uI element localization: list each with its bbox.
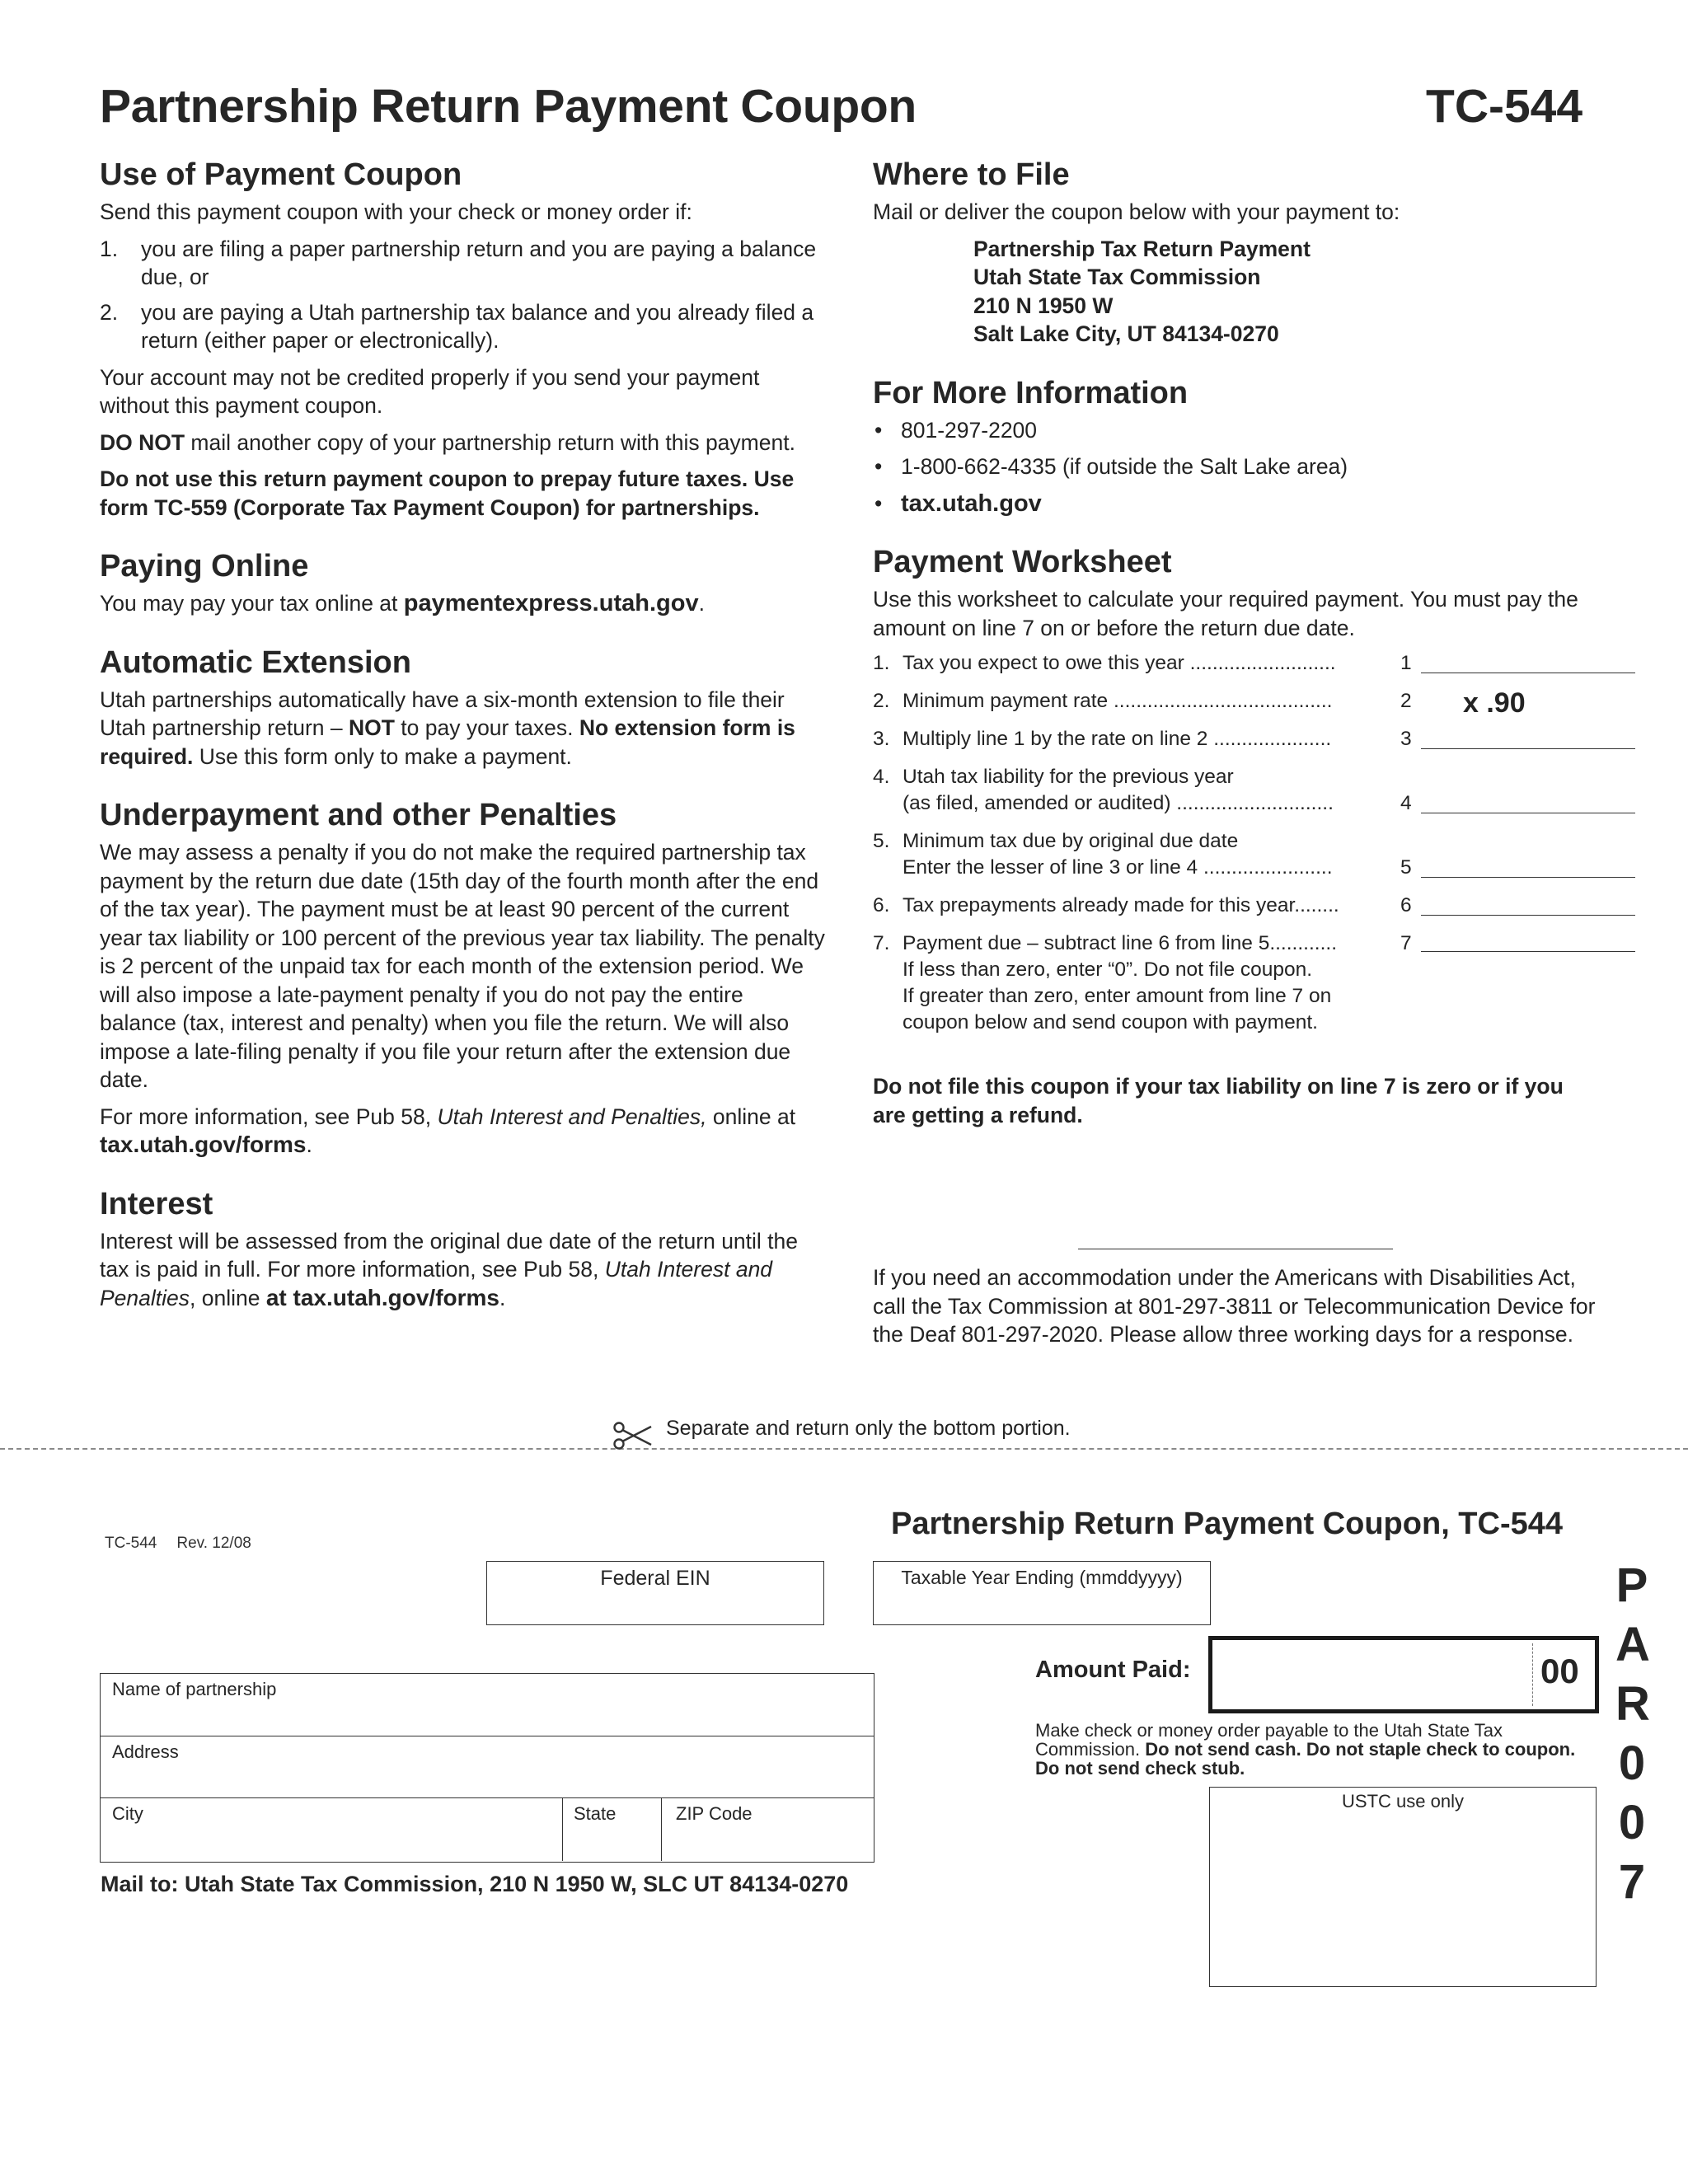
coupon-form-code: TC-544 [105,1535,157,1552]
address-label: Address [112,1741,179,1762]
divider [661,1797,662,1861]
line-number: 7. [873,932,890,954]
line-6-amount-field[interactable] [1421,914,1635,916]
amount-cents: 00 [1540,1652,1579,1690]
list-item [100,235,825,292]
federal-ein-label: Federal EIN [600,1567,710,1590]
list-item-text: you are paying a Utah partnership tax balance and you already filed a return (either paper or electronically). [141,299,814,353]
state-label: State [574,1803,617,1824]
worksheet-line-2 [873,687,1598,719]
payable-note [1035,1721,1604,1778]
auto-extension-section [100,644,825,771]
do-not-file-note: Do not file this coupon if your tax liability on line 7 is zero or if you are getting a refund. [873,1074,1564,1127]
penalties-section [100,797,825,1160]
use-of-coupon-intro: Send this payment coupon with your check or money order if: [100,199,692,224]
paying-online-heading: Paying Online [100,549,309,583]
line-5-amount-field[interactable] [1421,876,1635,878]
payable-warning: Do not send cash. Do not staple check to coupon. Do not send check stub. [1035,1739,1576,1779]
line-ref: 5 [1400,856,1412,879]
list-item [100,298,825,355]
auto-extension-text-3: Use this form only to make a payment. [193,743,572,769]
do-not-mail-note [100,429,825,457]
divider [562,1797,563,1861]
credit-note: Your account may not be credited properly if you send your payment without this payment coupon. [100,364,760,418]
line-number: 6. [873,894,890,916]
line-1-amount-field[interactable] [1421,672,1635,673]
payable-text: Make check or money order payable to the Utah State Tax Commission. [1035,1720,1503,1760]
do-not-emphasis: DO NOT [100,429,185,455]
where-to-file-heading: Where to File [873,157,1070,192]
line-label-cont: coupon below and send coupon with payment. [903,1011,1318,1033]
penalties-more-info [100,1103,825,1160]
line-label: Minimum tax due by original due date [903,830,1239,852]
line-number: 5. [873,830,890,852]
line-label: Tax prepayments already made for this year........ [903,894,1339,916]
more-info-section [873,375,1598,518]
left-column [100,157,825,1338]
worksheet-heading: Payment Worksheet [873,545,1172,579]
right-column [873,157,1598,1155]
mail-to-address: Mail to: Utah State Tax Commission, 210 N 1950 W, SLC UT 84134-0270 [101,1872,849,1896]
interest-text-1: Interest will be assessed from the original due date of the return until the tax is paid in full. For more information, see Pub 58, [100,1228,799,1282]
pub-58-title: Utah Interest and Penalties, [437,1104,707,1129]
state-field[interactable] [564,1798,661,1861]
line-label: Multiply line 1 by the rate on line 2 ..................... [903,728,1332,750]
interest-heading: Interest [100,1186,213,1221]
line-ref: 7 [1400,932,1412,954]
ustc-use-only-box [1209,1787,1597,1987]
zip-label: ZIP Code [676,1803,753,1824]
use-of-coupon-section [100,157,825,522]
page-title: Partnership Return Payment Coupon [100,80,917,133]
ustc-label: USTC use only [1342,1791,1464,1811]
penalties-heading: Underpayment and other Penalties [100,798,617,832]
pub-58-title: Utah Interest and Penalties [100,1257,773,1310]
payment-express-link[interactable]: paymentexpress.utah.gov [403,590,699,616]
where-to-file-intro: Mail or deliver the coupon below with your payment to: [873,199,1400,224]
code-char: A [1615,1618,1650,1671]
prepay-warning: Do not use this return payment coupon to prepay future taxes. Use form TC-559 (Corporate Tax Payment Coupon) for partnerships. [100,466,795,520]
line-ref: 1 [1400,652,1412,674]
partnership-name-field[interactable] [101,1674,874,1736]
tax-website-link[interactable]: tax.utah.gov [901,490,1042,517]
scissors-icon [612,1419,654,1452]
worksheet-line-6 [873,893,1598,919]
line-4-amount-field[interactable] [1421,812,1635,813]
list-item-number: 2. [100,299,119,325]
cut-line [0,1448,1688,1450]
address-line: Partnership Tax Return Payment [973,236,1311,261]
address-line: 210 N 1950 W [973,293,1114,318]
auto-extension-heading: Automatic Extension [100,644,411,680]
line-number: 4. [873,766,890,788]
paying-online-text [100,589,825,618]
worksheet-lines [873,650,1598,1036]
bullet-icon: • [874,490,883,516]
address-field[interactable] [101,1736,874,1797]
worksheet-intro: Use this worksheet to calculate your required payment. You must pay the amount on line 7 on or before the return due date. [873,587,1578,640]
amount-paid-label: Amount Paid: [1035,1657,1191,1683]
form-revision [105,1535,271,1553]
worksheet-line-7 [873,930,1598,1036]
code-char: 0 [1618,1796,1646,1849]
line-label: Payment due – subtract line 6 from line 5............ [903,932,1338,954]
no-extension-emphasis: No extension form is required. [100,715,795,769]
code-char: 7 [1618,1855,1646,1909]
list-item-number: 1. [100,236,119,261]
tax-forms-link[interactable]: at tax.utah.gov/forms [265,1284,500,1310]
address-line: Salt Lake City, UT 84134-0270 [973,321,1279,346]
not-emphasis: NOT [348,715,395,740]
taxable-year-field[interactable] [873,1561,1211,1625]
amount-paid-field[interactable] [1208,1636,1599,1713]
interest-text [100,1227,825,1313]
paying-online-lead: You may pay your tax online at [100,591,404,616]
line-label-cont: (as filed, amended or audited) ............................ [903,792,1334,814]
auto-extension-text [100,686,825,771]
auto-extension-text-1: Utah partnerships automatically have a six-month extension to file their Utah partnership return – [100,687,785,740]
more-info-heading: For More Information [873,375,1189,410]
line-3-amount-field[interactable] [1421,748,1635,749]
line-label-cont: If less than zero, enter “0”. Do not file coupon. [903,958,1313,981]
interest-section [100,1186,825,1313]
penalties-more-3: . [306,1132,312,1157]
do-not-text: mail another copy of your partnership return with this payment. [185,429,795,455]
penalties-text: We may assess a penalty if you do not make the required partnership tax payment by the return due date (15th day of the fourth month after the end of the tax year). The payment must be at least 90 percent of the current year tax liability or 100 percent of the previous year tax liability. The penalty is 2 percent of the unpaid tax for each month of the extension period. We will also impose a late-payment penalty if you do not pay the entire balance (tax, interest and penalty) when you file the return. We will also impose a late-filing penalty if you file your return after the extension due date. [100,840,825,1092]
toll-free-number: 1-800-662-4335 (if outside the Salt Lake area) [901,454,1348,479]
list-item [873,416,1598,445]
tax-forms-link[interactable]: tax.utah.gov/forms [100,1132,307,1157]
partnership-name-label: Name of partnership [112,1679,277,1699]
line-ref: 2 [1400,690,1412,712]
city-label: City [112,1803,143,1824]
line-number: 3. [873,728,890,750]
cents-divider [1532,1643,1533,1706]
list-item [873,452,1598,481]
code-char: R [1615,1677,1650,1731]
bullet-icon: • [874,417,883,443]
penalties-more-1: For more information, see Pub 58, [100,1104,438,1129]
line-label-cont: If greater than zero, enter amount from line 7 on [903,985,1332,1007]
worksheet-line-5 [873,828,1598,881]
federal-ein-field[interactable] [486,1561,824,1625]
mailing-address [873,235,1598,349]
worksheet-section [873,544,1598,1129]
line-ref: 4 [1400,792,1412,814]
line-number: 1. [873,652,890,674]
bullet-icon: • [874,454,883,479]
city-field[interactable] [101,1798,562,1861]
vertical-form-code [1615,1556,1648,1912]
form-number: TC-544 [1426,80,1583,133]
coupon-title: Partnership Return Payment Coupon, TC-544 [891,1507,1564,1541]
cut-instruction: Separate and return only the bottom portion. [666,1417,1071,1440]
minimum-rate-value: x .90 [1463,687,1526,719]
line-ref: 3 [1400,728,1412,750]
where-to-file-section [873,157,1598,349]
address-line: Utah State Tax Commission [973,265,1261,289]
line-ref: 6 [1400,894,1412,916]
partnership-address-table [100,1673,874,1863]
code-char: P [1615,1558,1648,1612]
worksheet-line-4 [873,764,1598,817]
interest-text-3: . [499,1285,506,1310]
contact-list [873,416,1598,518]
line-label-cont: Enter the lesser of line 3 or line 4 ....................... [903,856,1333,879]
paying-online-section [100,548,825,618]
line-7-amount-field[interactable] [1421,950,1635,952]
phone-number: 801-297-2200 [901,417,1038,443]
worksheet-line-1 [873,650,1598,677]
code-char: 0 [1618,1736,1646,1790]
revision-date: Rev. 12/08 [176,1535,251,1552]
line-label: Utah tax liability for the previous year [903,766,1234,788]
line-label: Minimum payment rate ....................................... [903,690,1333,712]
use-of-coupon-heading: Use of Payment Coupon [100,157,462,192]
auto-extension-text-2: to pay your taxes. [394,715,579,740]
line-number: 2. [873,690,890,712]
interest-text-2: , online [190,1285,266,1310]
list-item [873,490,1598,518]
worksheet-line-3 [873,726,1598,752]
accommodation-note: If you need an accommodation under the Americans with Disabilities Act, call the Tax Commission at 801-297-3811 or Telecommunication Device for the Deaf 801-297-2020. Please allow three working days for a response. [873,1265,1596,1347]
zip-field[interactable] [663,1798,872,1861]
penalties-more-2: online at [706,1104,796,1129]
line-label: Tax you expect to owe this year .......................... [903,652,1336,674]
paying-online-end: . [698,591,705,616]
taxable-year-label: Taxable Year Ending (mmddyyyy) [901,1567,1183,1588]
list-item-text: you are filing a paper partnership return and you are paying a balance due, or [141,236,817,289]
use-of-coupon-list [100,235,825,355]
